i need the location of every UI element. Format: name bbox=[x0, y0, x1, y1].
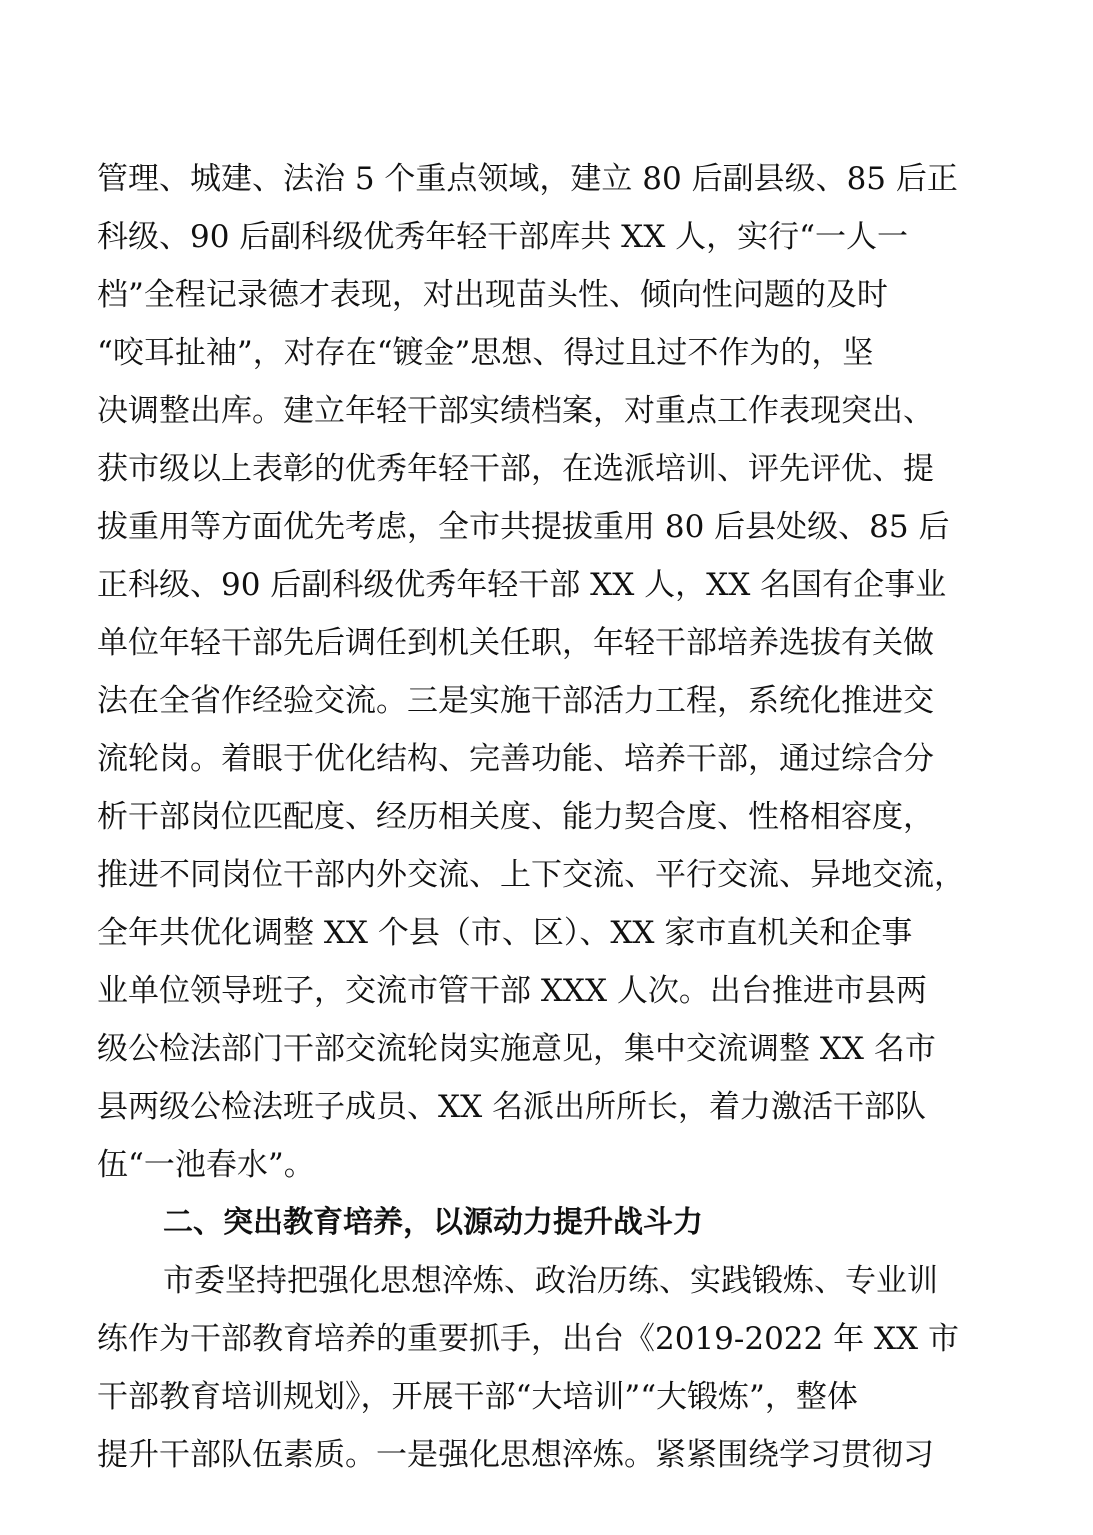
body-line: 干部教育培训规划》，开展干部“大培训”“大锻炼”，整体 bbox=[97, 1379, 858, 1415]
body-line: 法在全省作经验交流。三是实施干部活力工程，系统化推进交 bbox=[97, 683, 934, 719]
body-line: 推进不同岗位干部内外交流、上下交流、平行交流、异地交流， bbox=[97, 857, 965, 893]
body-line: 拔重用等方面优先考虑，全市共提拔重用 80 后县处级、85 后 bbox=[97, 509, 950, 545]
body-line: 获市级以上表彰的优秀年轻干部，在选派培训、评先评优、提 bbox=[97, 451, 934, 487]
body-line: 科级、90 后副科级优秀年轻干部库共 XX 人，实行“一人一 bbox=[97, 219, 908, 255]
document-body bbox=[97, 150, 1017, 1484]
body-line: 业单位领导班子，交流市管干部 XXX 人次。出台推进市县两 bbox=[97, 973, 927, 1009]
body-line: “咬耳扯袖”，对存在“镀金”思想、得过且过不作为的，坚 bbox=[97, 335, 874, 371]
body-line: 伍“一池春水”。 bbox=[97, 1147, 315, 1183]
body-line: 档”全程记录德才表现，对出现苗头性、倾向性问题的及时 bbox=[97, 277, 888, 313]
body-line: 级公检法部门干部交流轮岗实施意见，集中交流调整 XX 名市 bbox=[97, 1031, 936, 1067]
section-heading: 二、突出教育培养，以源动力提升战斗力 bbox=[163, 1205, 703, 1240]
body-line: 练作为干部教育培养的重要抓手，出台《2019-2022 年 XX 市 bbox=[97, 1321, 959, 1357]
body-line: 全年共优化调整 XX 个县（市、区）、XX 家市直机关和企事 bbox=[97, 915, 913, 951]
body-line: 管理、城建、法治 5 个重点领域，建立 80 后副县级、85 后正 bbox=[97, 161, 958, 197]
body-line: 提升干部队伍素质。一是强化思想淬炼。紧紧围绕学习贯彻习 bbox=[97, 1437, 934, 1473]
body-line: 市委坚持把强化思想淬炼、政治历练、实践锻炼、专业训 bbox=[163, 1263, 938, 1299]
body-line: 析干部岗位匹配度、经历相关度、能力契合度、性格相容度， bbox=[97, 799, 934, 835]
body-line: 流轮岗。着眼于优化结构、完善功能、培养干部，通过综合分 bbox=[97, 741, 934, 777]
body-line: 县两级公检法班子成员、XX 名派出所所长，着力激活干部队 bbox=[97, 1089, 926, 1125]
body-line: 正科级、90 后副科级优秀年轻干部 XX 人，XX 名国有企事业 bbox=[97, 567, 947, 603]
body-line: 单位年轻干部先后调任到机关任职，年轻干部培养选拔有关做 bbox=[97, 625, 934, 661]
body-line: 决调整出库。建立年轻干部实绩档案，对重点工作表现突出、 bbox=[97, 393, 934, 429]
